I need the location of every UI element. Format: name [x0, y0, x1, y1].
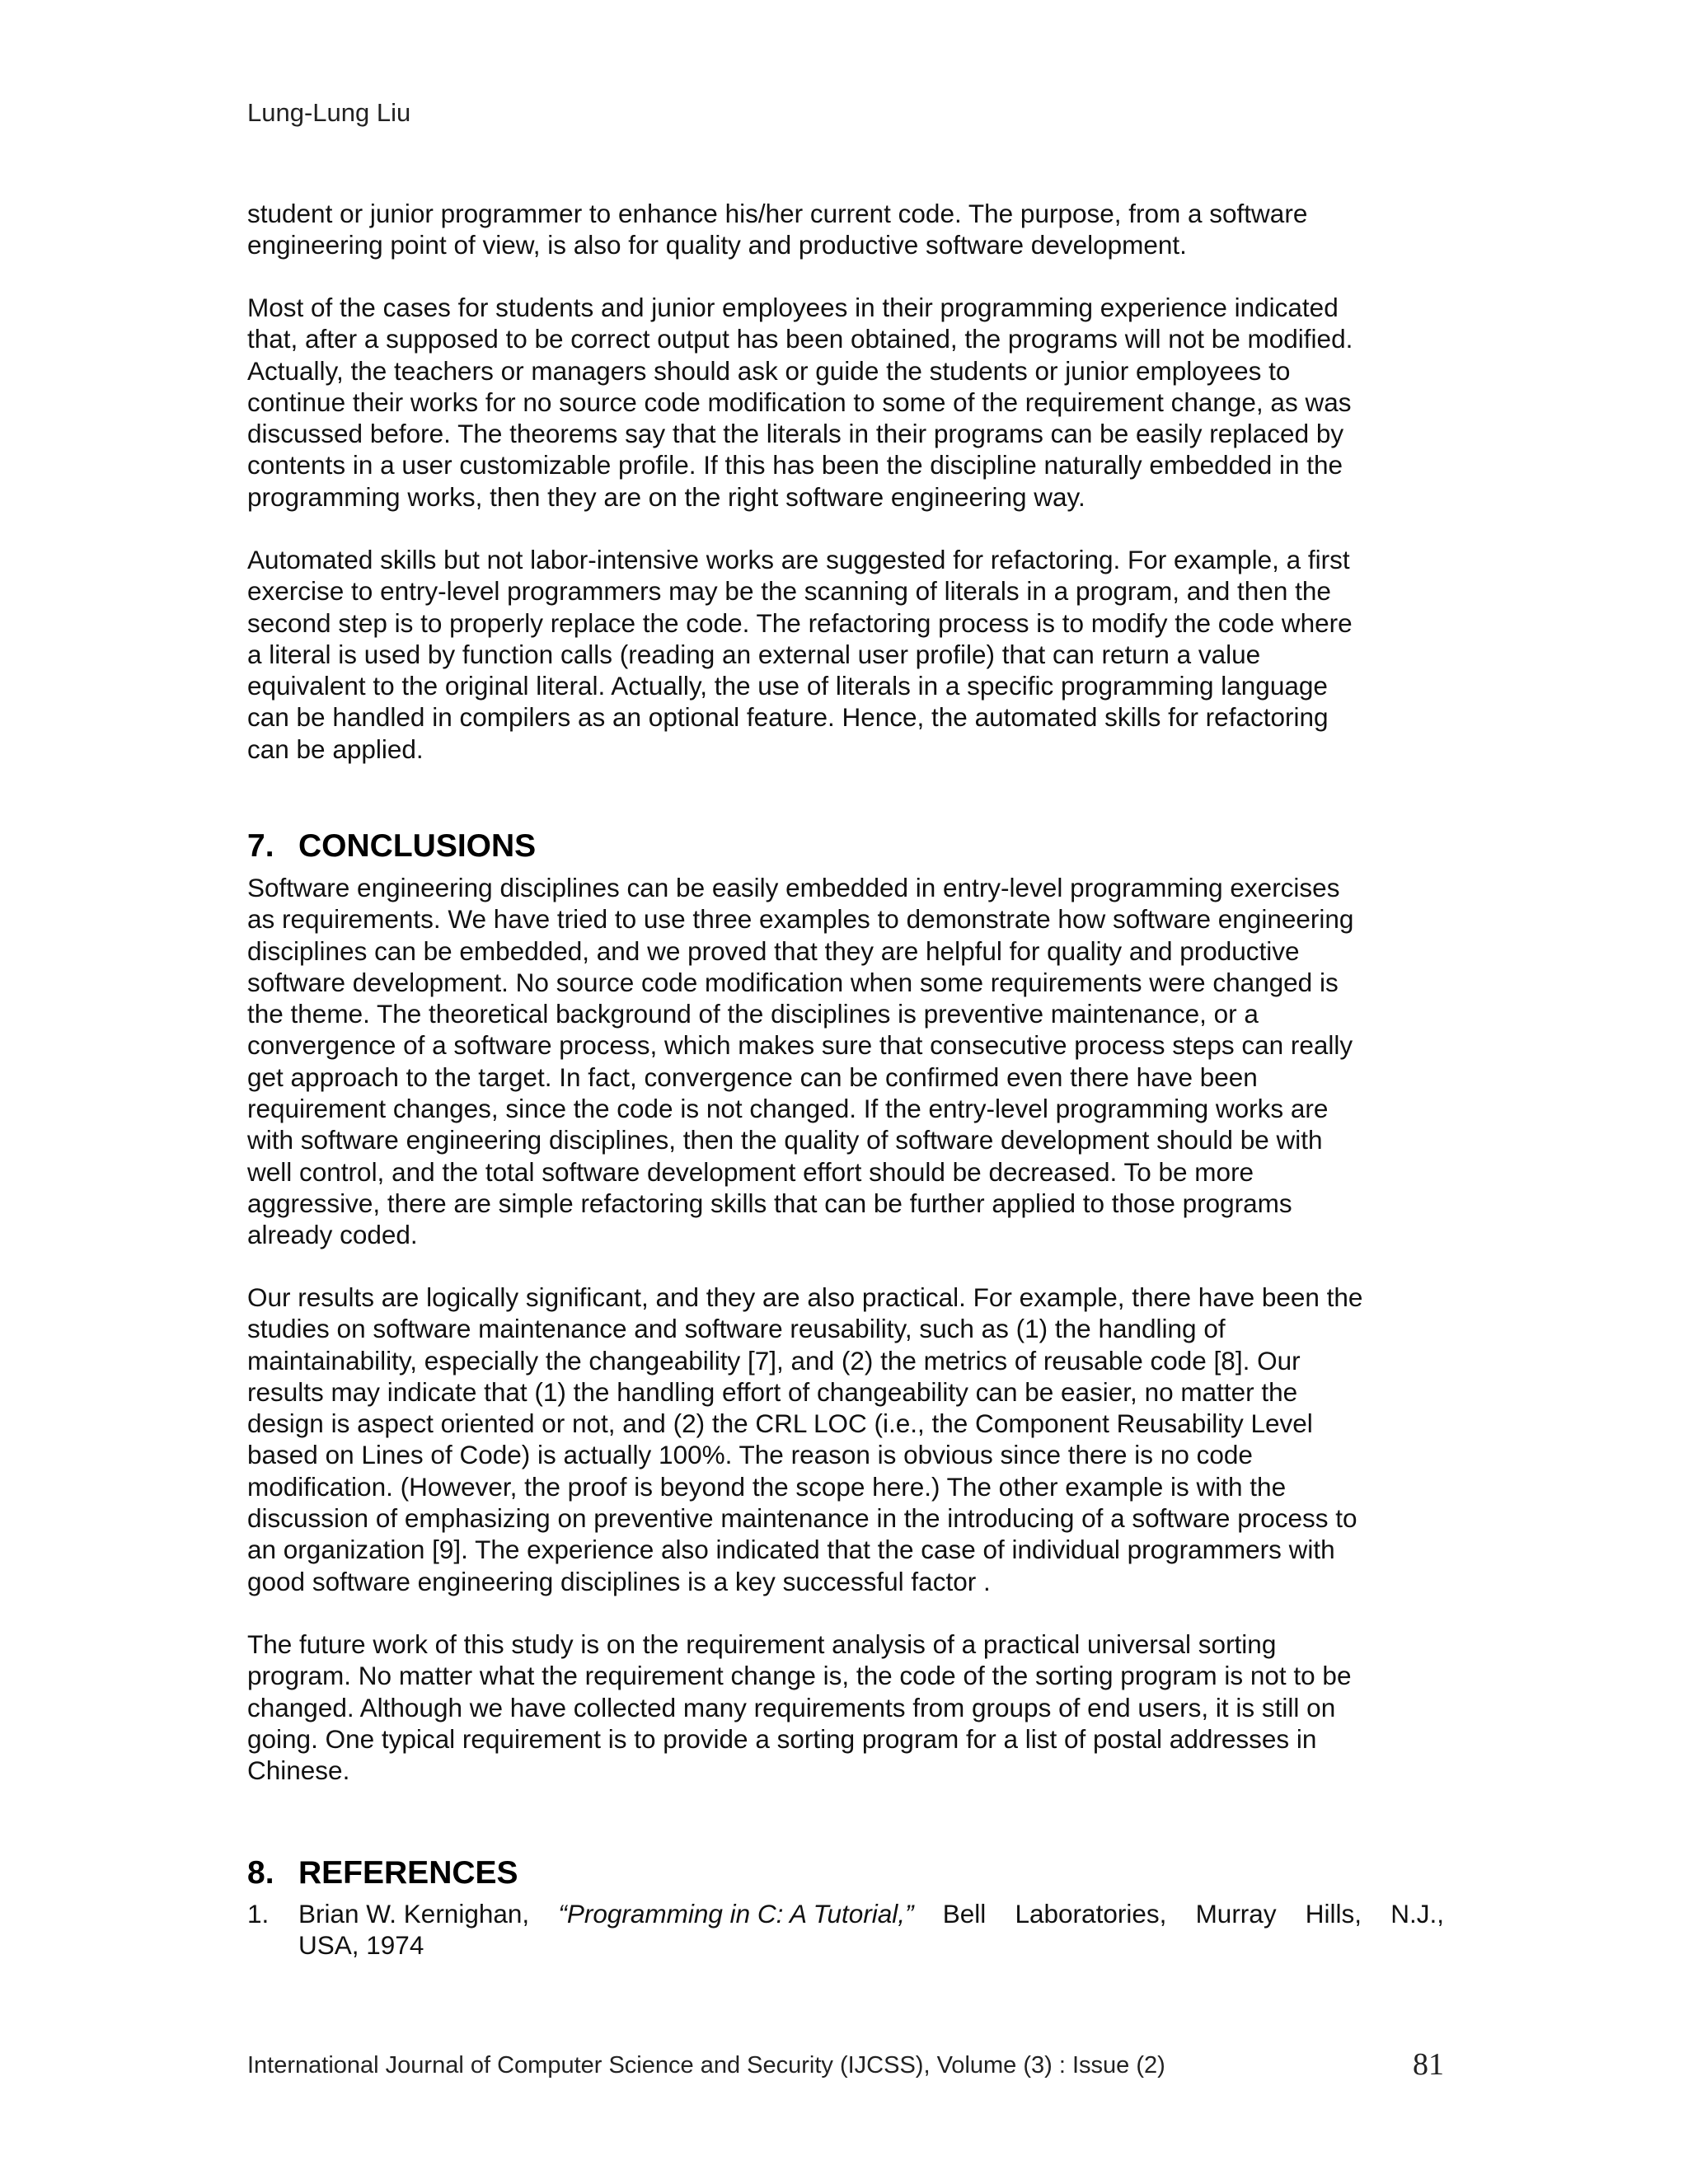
text-line: modification. (However, the proof is beyond the scope here.) The other example is with the	[247, 1471, 1287, 1502]
running-head-author: Lung-Lung Liu	[247, 98, 411, 127]
reference-location-word: Hills,	[1305, 1899, 1362, 1929]
conclusions-paragraph	[247, 872, 1444, 1251]
section-number: 8.	[247, 1855, 274, 1891]
text-line: aggressive, there are simple refactoring skills that can be further applied to those programs	[247, 1188, 1292, 1218]
text-line: get approach to the target. In fact, convergence can be confirmed even there have been	[247, 1062, 1258, 1092]
text-line: already coded.	[247, 1220, 418, 1250]
text-line: well control, and the total software development effort should be decreased. To be more	[247, 1156, 1254, 1187]
reference-location-word: N.J.,	[1390, 1899, 1444, 1929]
text-line: The future work of this study is on the requirement analysis of a practical universal sorting	[247, 1629, 1277, 1659]
text-line: going. One typical requirement is to provide a sorting program for a list of postal addresses in	[247, 1723, 1317, 1754]
text-line: program. No matter what the requirement change is, the code of the sorting program is not to be	[247, 1661, 1352, 1691]
reference-author: Brian W. Kernighan,	[298, 1899, 530, 1929]
text-line: contents in a user customizable profile. If this has been the discipline naturally embedded in the	[247, 450, 1343, 480]
text-line: with software engineering disciplines, then the quality of software development should be with	[247, 1125, 1323, 1155]
text-line: Automated skills but not labor-intensive works are suggested for refactoring. For example, a first	[247, 545, 1350, 574]
reference-number: 1.	[247, 1899, 270, 1929]
text-line: good software engineering disciplines is a key successful factor .	[247, 1566, 991, 1596]
text-line: exercise to entry-level programmers may be the scanning of literals in a program, and then the	[247, 576, 1331, 607]
text-line: Most of the cases for students and junior employees in their programming experience indicated	[247, 293, 1339, 322]
text-line: an organization [9]. The experience also indicated that the case of individual programmers with	[247, 1535, 1335, 1565]
text-line: convergence of a software process, which makes sure that consecutive process steps can really	[247, 1030, 1353, 1061]
reference-title: “Programming in C: A Tutorial,”	[558, 1899, 914, 1929]
reference-list	[247, 1898, 1444, 1961]
text-line: Software engineering disciplines can be easily embedded in entry-level programming exercises	[247, 873, 1340, 902]
text-line: discussion of emphasizing on preventive maintenance in the introducing of a software process to	[247, 1503, 1357, 1534]
text-line: disciplines can be embedded, and we proved that they are helpful for quality and productive	[247, 935, 1300, 966]
section-title: REFERENCES	[298, 1855, 518, 1891]
reference-line	[298, 1898, 1444, 1929]
text-line: programming works, then they are on the right software engineering way.	[247, 481, 1085, 512]
section-heading-conclusions	[247, 827, 536, 865]
reference-publisher-word: Laboratories,	[1015, 1899, 1167, 1929]
text-line: continue their works for no source code modification to some of the requirement change, as was	[247, 387, 1352, 417]
page-number: 81	[1413, 2047, 1444, 2082]
text-line: maintainability, especially the changeability [7], and (2) the metrics of reusable code [8]. Our	[247, 1345, 1301, 1376]
text-line: can be applied.	[247, 733, 424, 764]
section-heading-references	[247, 1854, 518, 1892]
text-line: second step is to properly replace the code. The refactoring process is to modify the code where	[247, 607, 1353, 638]
text-line: the theme. The theoretical background of the disciplines is preventive maintenance, or a	[247, 999, 1259, 1029]
text-line: Our results are logically significant, and they are also practical. For example, there have been the	[247, 1282, 1363, 1312]
text-line: a literal is used by function calls (reading an external user profile) that can return a value	[247, 639, 1261, 669]
text-line: requirement changes, since the code is not changed. If the entry-level programming works are	[247, 1094, 1329, 1124]
section-title: CONCLUSIONS	[298, 828, 537, 864]
text-line: that, after a supposed to be correct output has been obtained, the programs will not be modified.	[247, 324, 1353, 354]
text-line: can be handled in compilers as an optional feature. Hence, the automated skills for refactoring	[247, 702, 1329, 733]
text-line: discussed before. The theorems say that the literals in their programs can be easily replaced by	[247, 419, 1344, 449]
text-line: equivalent to the original literal. Actually, the use of literals in a specific programming language	[247, 671, 1328, 701]
text-line: changed. Although we have collected many requirements from groups of end users, it is still on	[247, 1692, 1336, 1722]
body-paragraph	[247, 198, 1444, 261]
text-line: Actually, the teachers or managers should ask or guide the students or junior employees to	[247, 355, 1291, 386]
text-line: results may indicate that (1) the handling effort of changeability can be easier, no matter the	[247, 1376, 1298, 1407]
footer-journal-citation: International Journal of Computer Science and Security (IJCSS), Volume (3) : Issue (2)	[247, 2052, 1165, 2079]
text-line: as requirements. We have tried to use three examples to demonstrate how software engineering	[247, 904, 1354, 935]
page-footer	[247, 2046, 1444, 2084]
body-paragraph	[247, 544, 1444, 765]
text-line: student or junior programmer to enhance his/her current code. The purpose, from a software	[247, 199, 1308, 228]
conclusions-paragraph	[247, 1629, 1444, 1786]
text-line: based on Lines of Code) is actually 100%. The reason is obvious since there is no code	[247, 1440, 1253, 1470]
text-line: design is aspect oriented or not, and (2) the CRL LOC (i.e., the Component Reusability Level	[247, 1408, 1313, 1439]
text-line: engineering point of view, is also for quality and productive software development.	[247, 230, 1187, 260]
text-line: software development. No source code modification when some requirements were changed is	[247, 967, 1339, 997]
reference-publisher-word: Bell	[942, 1899, 987, 1929]
text-line: studies on software maintenance and software reusability, such as (1) the handling of	[247, 1314, 1226, 1344]
section-number: 7.	[247, 828, 274, 864]
reference-location-word: Murray	[1195, 1899, 1277, 1929]
reference-item	[247, 1898, 1444, 1961]
conclusions-paragraph	[247, 1282, 1444, 1597]
text-line: Chinese.	[247, 1755, 350, 1786]
reference-line: USA, 1974	[298, 1930, 424, 1961]
body-paragraph	[247, 292, 1444, 513]
